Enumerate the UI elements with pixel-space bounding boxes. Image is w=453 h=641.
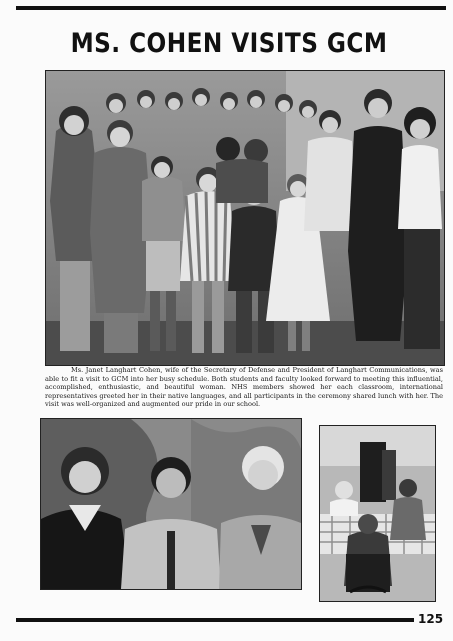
page-number: 125 — [418, 612, 444, 626]
photo-caption: Ms. Janet Langhart Cohen, wife of the Secretary of Defense and President of Langhart Communications, was able to fit a visit to GCM into her busy schedule. Both students and faculty looked forward to meeting this influential, accomplished, enthusiastic, and beautiful woman. NHS members showed her each classroom, international representatives greeted her in their native languages, and all participants in the ceremony shared lunch with her. The visit was well-organized and augmented our pride in our school. — [45, 366, 443, 409]
cohen-portrait-photo — [40, 418, 302, 590]
top-rule — [16, 6, 446, 10]
lunch-photo — [319, 425, 436, 602]
cohen-portrait-image — [41, 419, 301, 589]
bottom-rule — [16, 618, 414, 622]
group-photo-image — [46, 71, 444, 365]
lunch-photo-image — [320, 426, 435, 601]
page-headline: MS. COHEN VISITS GCM — [70, 28, 388, 59]
group-photo — [45, 70, 445, 366]
